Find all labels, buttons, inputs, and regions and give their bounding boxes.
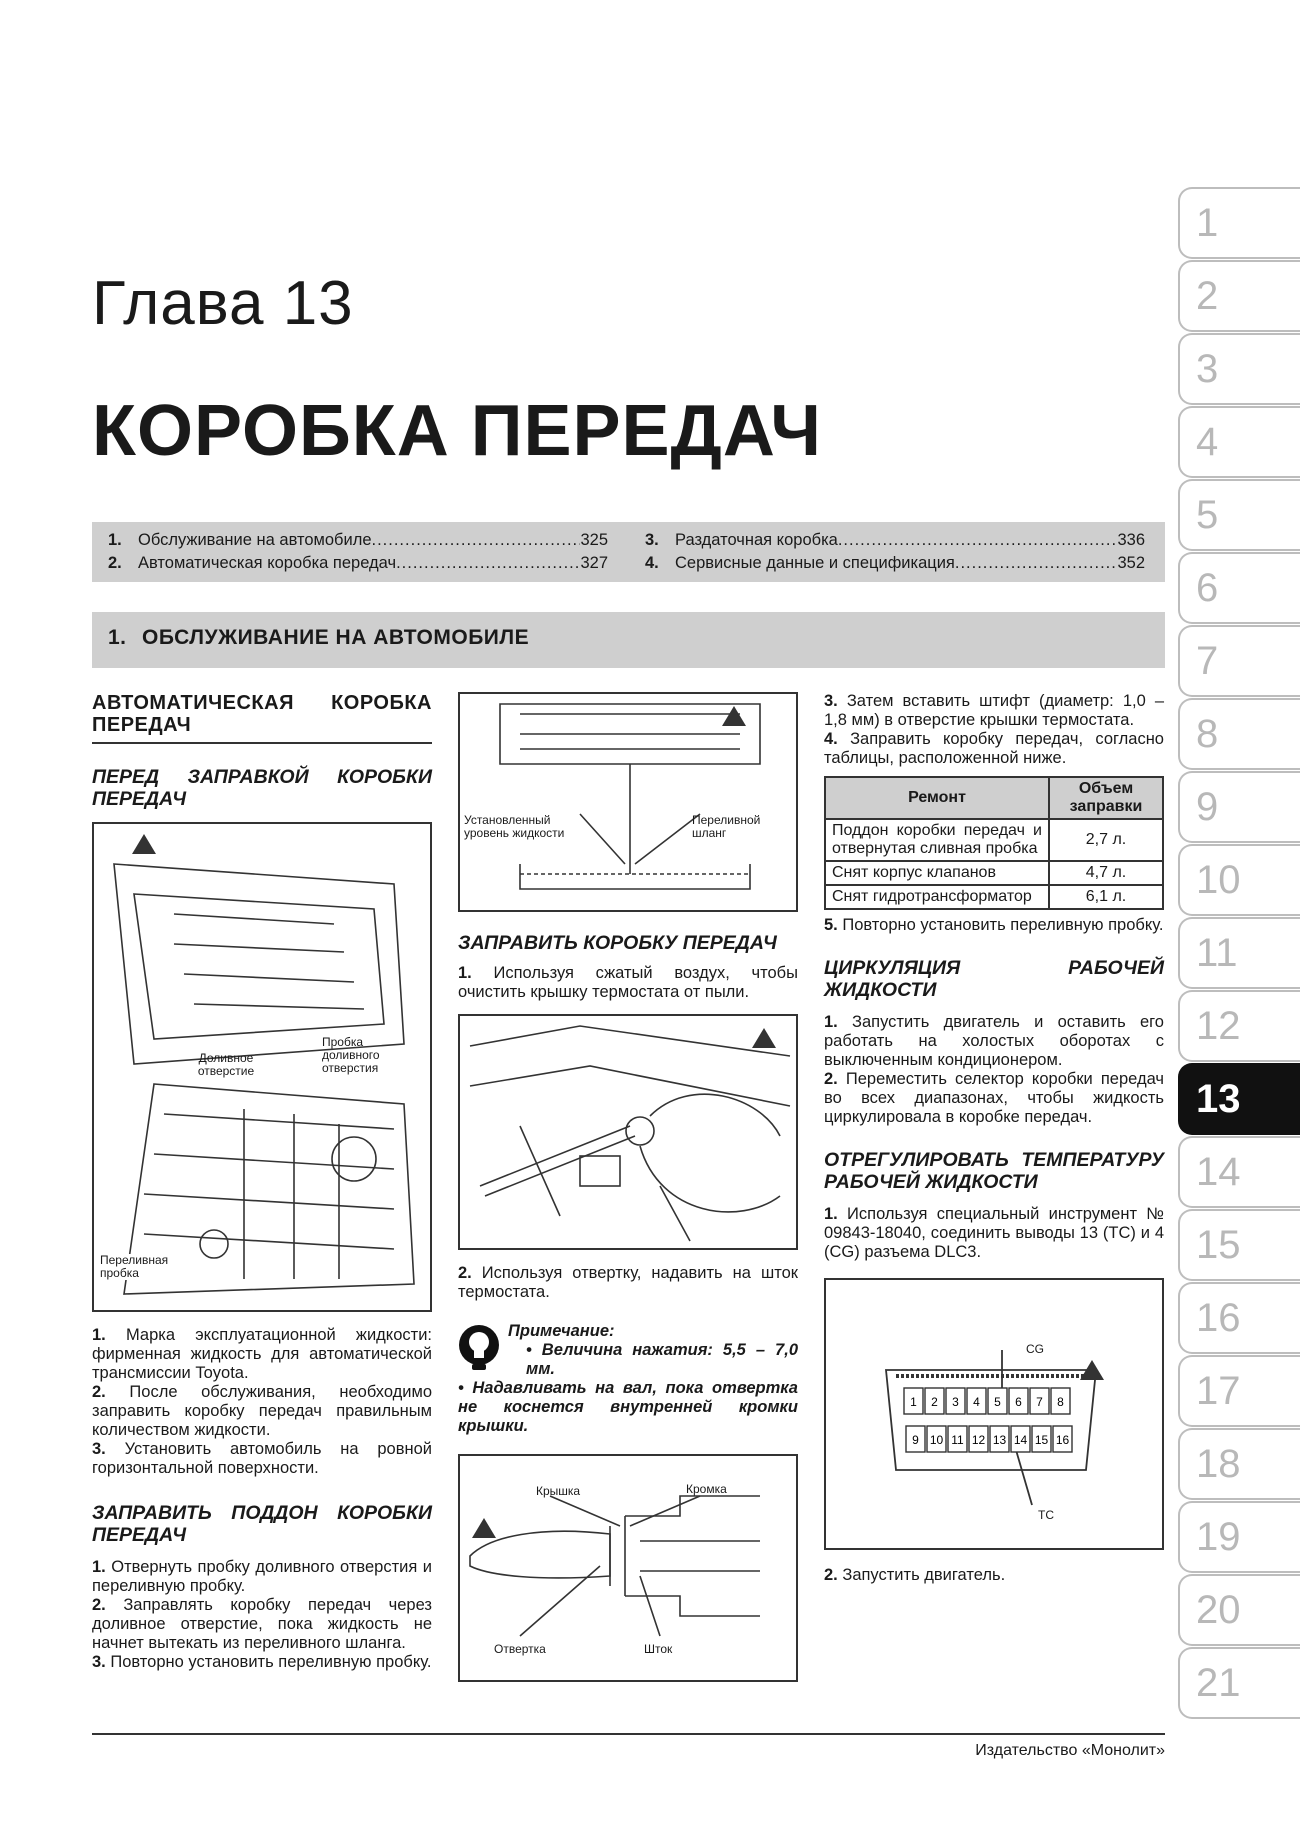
table-row bbox=[825, 819, 1163, 861]
chapter-tab-label: 14 bbox=[1196, 1150, 1241, 1194]
table-cell: Поддон коробки передач и отвернутая сливная пробка bbox=[825, 819, 1049, 861]
subheading: ПЕРЕД ЗАПРАВКОЙ КОРОБКИ ПЕРЕДАЧ bbox=[92, 766, 432, 810]
chapter-tab-label: 17 bbox=[1196, 1369, 1241, 1413]
connector-pin-number: 12 bbox=[971, 1433, 986, 1447]
chapter-tab-12[interactable] bbox=[1178, 990, 1300, 1062]
toc-title: Сервисные данные и спецификация bbox=[675, 554, 955, 572]
lightbulb-icon bbox=[458, 1324, 500, 1372]
column-heading: АВТОМАТИЧЕСКАЯ КОРОБКА ПЕРЕДАЧ bbox=[92, 692, 432, 736]
step: 1. Отвернуть пробку доливного отверстия и переливную пробку. bbox=[92, 1558, 432, 1595]
chapter-tab-20[interactable] bbox=[1178, 1574, 1300, 1646]
subheading: ОТРЕГУЛИРОВАТЬ ТЕМПЕРАТУРУ РАБОЧЕЙ ЖИДКОСТИ bbox=[824, 1149, 1164, 1193]
table-cell: Снят корпус клапанов bbox=[825, 861, 1049, 885]
table-row bbox=[825, 861, 1163, 885]
chapter-tab-label: 1 bbox=[1196, 201, 1219, 245]
table-header: Ремонт bbox=[825, 777, 1049, 819]
subheading: ЗАПРАВИТЬ ПОДДОН КОРОБКИ ПЕРЕДАЧ bbox=[92, 1502, 432, 1546]
chapter-tab-9[interactable] bbox=[1178, 771, 1300, 843]
toc-item bbox=[645, 554, 1145, 573]
dlc3-connector-drawing bbox=[826, 1280, 1162, 1548]
chapter-tab-label: 11 bbox=[1196, 931, 1238, 975]
chapter-tab-21[interactable] bbox=[1178, 1647, 1300, 1719]
toc-number: 2. bbox=[108, 554, 122, 572]
toc-item bbox=[108, 554, 608, 573]
fluid-level-drawing bbox=[460, 694, 796, 910]
note bbox=[458, 1322, 798, 1436]
note-title: Примечание: bbox=[508, 1322, 615, 1340]
cover-label: Крышка bbox=[536, 1484, 581, 1498]
publisher-footer: Издательство «Монолит» bbox=[975, 1742, 1165, 1759]
chapter-tab-label: 19 bbox=[1196, 1515, 1241, 1559]
chapter-tab-6[interactable] bbox=[1178, 552, 1300, 624]
step: 2. Переместить селектор коробки передач во всех диапазонах, чтобы жидкость циркулировала в коробке передач. bbox=[824, 1070, 1164, 1126]
cg-label: CG bbox=[1026, 1342, 1044, 1356]
chapter-tab-label: 20 bbox=[1196, 1588, 1241, 1632]
connector-pin-number: 14 bbox=[1013, 1433, 1028, 1447]
pin-grid bbox=[904, 1388, 1072, 1452]
step: 3. Повторно установить переливную пробку. bbox=[92, 1653, 432, 1671]
column-2 bbox=[458, 692, 798, 1682]
connector-pin-number: 4 bbox=[973, 1395, 980, 1409]
connector-pin-number: 2 bbox=[931, 1395, 938, 1409]
toc-page: 327 bbox=[580, 554, 608, 572]
connector-pin-number: 7 bbox=[1036, 1395, 1043, 1409]
table-cell: 2,7 л. bbox=[1049, 819, 1163, 861]
chapter-tab-label: 18 bbox=[1196, 1442, 1241, 1486]
step: 1. Запустить двигатель и оставить его работать на холостых оборотах с выключенным кондиционером. bbox=[824, 1013, 1164, 1069]
connector-pin-number: 5 bbox=[994, 1395, 1001, 1409]
steps-list bbox=[824, 1013, 1164, 1127]
toc-page: 325 bbox=[580, 531, 608, 549]
table-row bbox=[825, 885, 1163, 909]
chapter-title: КОРОБКА ПЕРЕДАЧ bbox=[92, 391, 822, 471]
chapter-tab-1[interactable] bbox=[1178, 187, 1300, 259]
table-cell: Снят гидротрансформатор bbox=[825, 885, 1049, 909]
toc-page: 336 bbox=[1117, 531, 1145, 549]
chapter-tab-label: 21 bbox=[1196, 1661, 1241, 1705]
toc-title: Автоматическая коробка передач bbox=[138, 554, 397, 572]
section-header bbox=[92, 612, 1165, 668]
step: 1. Марка эксплуатационной жидкости: фирменная жидкость для автоматической трансмиссии Toyota. bbox=[92, 1326, 432, 1382]
chapter-tab-label: 7 bbox=[1196, 639, 1219, 683]
subheading: ЗАПРАВИТЬ КОРОБКУ ПЕРЕДАЧ bbox=[458, 932, 777, 954]
chapter-tab-2[interactable] bbox=[1178, 260, 1300, 332]
plug-label: Пробка доливного отверстия bbox=[322, 1035, 380, 1075]
note-item: • Величина нажатия: 5,5 – 7,0 мм. bbox=[526, 1341, 798, 1378]
step: 1. Используя специальный инструмент № 09843-18040, соединить выводы 13 (TC) и 4 (CG) разъема DLC3. bbox=[824, 1205, 1164, 1261]
chapter-tab-19[interactable] bbox=[1178, 1501, 1300, 1573]
chapter-tab-5[interactable] bbox=[1178, 479, 1300, 551]
subheading: ЦИРКУЛЯЦИЯ РАБОЧЕЙ ЖИДКОСТИ bbox=[824, 957, 1164, 1001]
note-item: • Надавливать на вал, пока отвертка не коснется внутренней кромки крышки. bbox=[458, 1379, 798, 1435]
table-cell: 6,1 л. bbox=[1049, 885, 1163, 909]
chapter-tab-13[interactable] bbox=[1178, 1063, 1300, 1135]
table-header: Объем заправки bbox=[1049, 777, 1163, 819]
chapter-label: Глава 13 bbox=[92, 269, 354, 338]
connector-pin-number: 10 bbox=[929, 1433, 944, 1447]
table-header-row bbox=[825, 777, 1163, 819]
toc-item bbox=[108, 531, 608, 550]
overflow-hose-label: Переливной шланг bbox=[692, 813, 761, 840]
overflow-plug-label: Переливная пробка bbox=[100, 1253, 169, 1280]
step: 2. Заправлять коробку передач через доливное отверстие, пока жидкость не начнет вытекать из переливного шланга. bbox=[92, 1596, 432, 1652]
rod-label: Шток bbox=[644, 1642, 673, 1656]
chapter-tab-15[interactable] bbox=[1178, 1209, 1300, 1281]
chapter-tab-18[interactable] bbox=[1178, 1428, 1300, 1500]
chapter-tab-label: 9 bbox=[1196, 785, 1219, 829]
step: 3. Затем вставить штифт (диаметр: 1,0 – 1,8 мм) в отверстие крышки термостата. bbox=[824, 692, 1164, 729]
connector-pin-number: 1 bbox=[910, 1395, 917, 1409]
table-cell: 4,7 л. bbox=[1049, 861, 1163, 885]
chapter-tab-label: 10 bbox=[1196, 858, 1241, 902]
toc-number: 4. bbox=[645, 554, 659, 572]
connector-pin-number: 9 bbox=[912, 1433, 919, 1447]
step: 4. Заправить коробку передач, согласно таблицы, расположенной ниже. bbox=[824, 730, 1164, 767]
thermostat-drawing bbox=[460, 1016, 796, 1248]
step: 2. Запустить двигатель. bbox=[824, 1566, 1006, 1584]
connector-pin-number: 6 bbox=[1015, 1395, 1022, 1409]
chapter-tab-label: 13 bbox=[1196, 1077, 1241, 1121]
chapter-tab-label: 15 bbox=[1196, 1223, 1241, 1267]
steps-list bbox=[92, 1326, 432, 1478]
chapter-tab-label: 5 bbox=[1196, 493, 1219, 537]
toc-title: Раздаточная коробка bbox=[675, 531, 838, 549]
fluid-level-figure bbox=[458, 692, 798, 912]
chapter-tab-label: 12 bbox=[1196, 1004, 1241, 1048]
step: 3. Установить автомобиль на ровной горизонтальной поверхности. bbox=[92, 1440, 432, 1477]
edge-label: Кромка bbox=[686, 1482, 727, 1496]
chapter-tab-label: 8 bbox=[1196, 712, 1219, 756]
fill-volume-table bbox=[824, 776, 1164, 910]
section-title: ОБСЛУЖИВАНИЕ НА АВТОМОБИЛЕ bbox=[142, 626, 530, 649]
step: 5. Повторно установить переливную пробку. bbox=[824, 916, 1164, 934]
chapter-tab-label: 2 bbox=[1196, 274, 1219, 318]
tc-label: TC bbox=[1038, 1508, 1054, 1522]
thermostat-figure bbox=[458, 1014, 798, 1250]
chapter-tab-10[interactable] bbox=[1178, 844, 1300, 916]
transmission-figure bbox=[92, 822, 432, 1312]
drain-hole-label: Доливное отверстие bbox=[197, 1051, 255, 1078]
toc-number: 1. bbox=[108, 531, 122, 549]
connector-pin-number: 11 bbox=[951, 1433, 964, 1447]
dlc3-connector-figure bbox=[824, 1278, 1164, 1550]
footer-rule bbox=[92, 1733, 1165, 1735]
chapter-tab-4[interactable] bbox=[1178, 406, 1300, 478]
step: 2. После обслуживания, необходимо заправить коробку передач правильным количеством жидкости. bbox=[92, 1383, 432, 1439]
connector-pin-number: 3 bbox=[952, 1395, 959, 1409]
screwdriver-label: Отвертка bbox=[494, 1642, 546, 1656]
chapter-tab-14[interactable] bbox=[1178, 1136, 1300, 1208]
fluid-level-label: Установленный уровень жидкости bbox=[464, 813, 565, 840]
steps-list bbox=[92, 1558, 432, 1672]
chapter-tab-label: 3 bbox=[1196, 347, 1219, 391]
heading-rule bbox=[92, 742, 432, 744]
chapter-tab-11[interactable] bbox=[1178, 917, 1300, 989]
chapter-toc bbox=[92, 522, 1165, 582]
connector-pin-number: 15 bbox=[1034, 1433, 1049, 1447]
connector-pin-number: 13 bbox=[992, 1433, 1007, 1447]
toc-number: 3. bbox=[645, 531, 659, 549]
chapter-tab-label: 16 bbox=[1196, 1296, 1241, 1340]
chapter-tab-7[interactable] bbox=[1178, 625, 1300, 697]
toc-item bbox=[645, 531, 1145, 550]
step: 2. Используя отвертку, надавить на шток термостата. bbox=[458, 1264, 798, 1301]
connector-pin-number: 16 bbox=[1055, 1433, 1070, 1447]
chapter-tab-label: 4 bbox=[1196, 420, 1219, 464]
section-number: 1. bbox=[108, 626, 127, 649]
column-3 bbox=[824, 692, 1164, 1585]
chapter-tab-17[interactable] bbox=[1178, 1355, 1300, 1427]
screwdriver-figure bbox=[458, 1454, 798, 1682]
chapter-tab-3[interactable] bbox=[1178, 333, 1300, 405]
toc-title: Обслуживание на автомобиле bbox=[138, 531, 372, 549]
chapter-tab-label: 6 bbox=[1196, 566, 1219, 610]
chapter-tab-16[interactable] bbox=[1178, 1282, 1300, 1354]
toc-page: 352 bbox=[1117, 554, 1145, 572]
step: 1. Используя сжатый воздух, чтобы очистить крышку термостата от пыли. bbox=[458, 964, 798, 1001]
column-1 bbox=[92, 692, 432, 1672]
connector-pin-number: 8 bbox=[1057, 1395, 1064, 1409]
chapter-tab-8[interactable] bbox=[1178, 698, 1300, 770]
